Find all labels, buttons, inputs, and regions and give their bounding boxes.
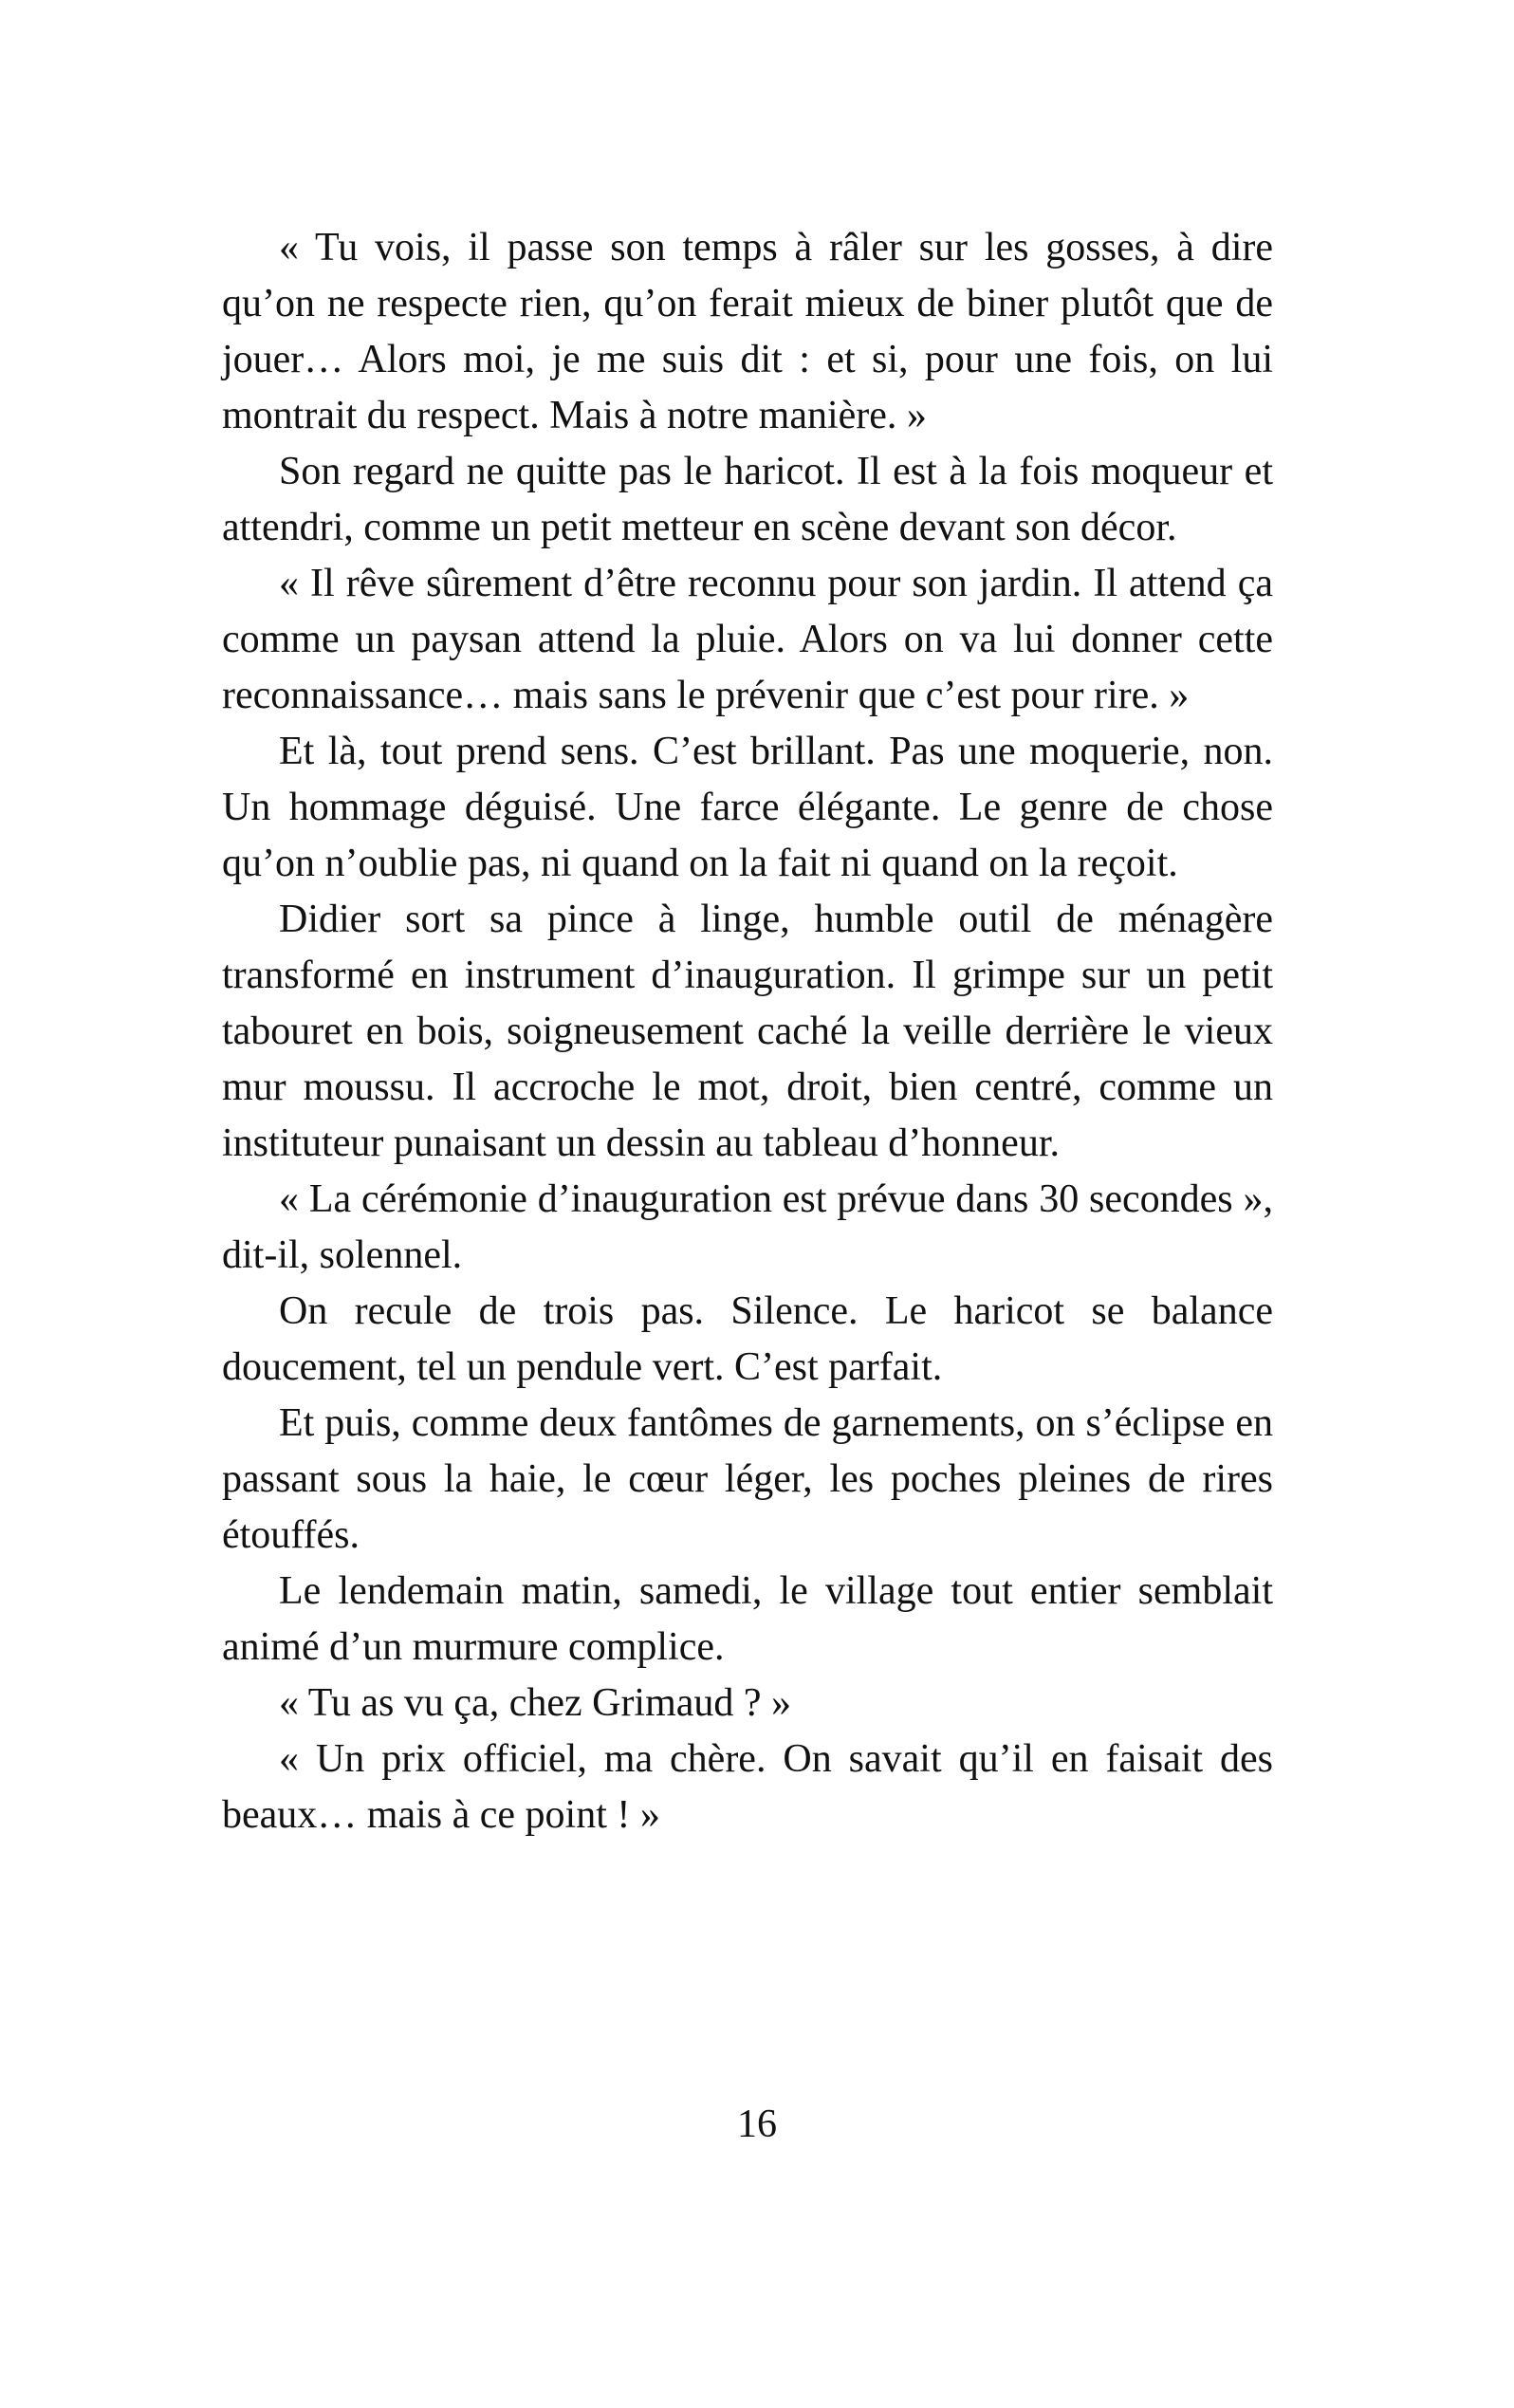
paragraph: Didier sort sa pince à linge, humble outil de ménagère transformé en instrument d’inauguration. Il grimpe sur un petit tabouret en bois, soigneusement caché la veille derrière le vieux mur moussu. Il accroche le mot, droit, bien centré, comme un instituteur punaisant un dessin au tableau d’honneur.	[222, 898, 1273, 1165]
paragraph: Le lendemain matin, samedi, le village tout entier semblait animé d’un murmure complice.	[222, 1569, 1273, 1669]
paragraph: Son regard ne quitte pas le haricot. Il est à la fois moqueur et attendri, comme un petit metteur en scène devant son décor.	[222, 450, 1273, 549]
body-text	[222, 220, 1273, 1843]
paragraph: On recule de trois pas. Silence. Le haricot se balance doucement, tel un pendule vert. C’est parfait.	[222, 1289, 1273, 1389]
paragraph: « Tu as vu ça, chez Grimaud ? »	[279, 1681, 792, 1725]
paragraph: « Un prix officiel, ma chère. On savait qu’il en faisait des beaux… mais à ce point ! »	[222, 1737, 1273, 1837]
paragraph: « Tu vois, il passe son temps à râler sur les gosses, à dire qu’on ne respecte rien, qu’on ferait mieux de biner plutôt que de jouer… Alors moi, je me suis dit : et si, pour une fois, on lui montrait du respect. Mais à notre manière. »	[222, 226, 1273, 437]
paragraph: Et là, tout prend sens. C’est brillant. Pas une moquerie, non. Un hommage déguisé. Une farce élégante. Le genre de chose qu’on n’oublie pas, ni quand on la fait ni quand on la reçoit.	[222, 730, 1273, 885]
page-number: 16	[737, 2102, 777, 2146]
paragraph: Et puis, comme deux fantômes de garnements, on s’éclipse en passant sous la haie, le cœur léger, les poches pleines de rires étouffés.	[222, 1401, 1273, 1557]
paragraph: « La cérémonie d’inauguration est prévue dans 30 secondes », dit-il, solennel.	[222, 1177, 1273, 1277]
paragraph: « Il rêve sûrement d’être reconnu pour son jardin. Il attend ça comme un paysan attend la pluie. Alors on va lui donner cette reconnaissance… mais sans le prévenir que c’est pour rire. »	[222, 562, 1273, 717]
